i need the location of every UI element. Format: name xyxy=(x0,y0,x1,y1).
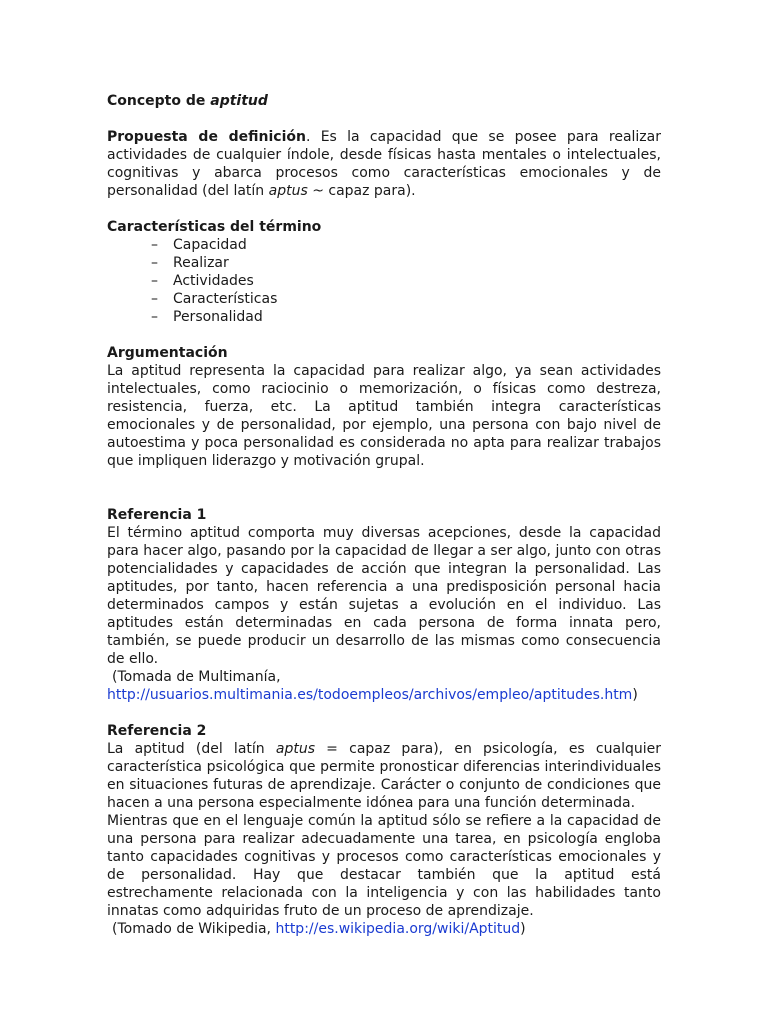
reference-2-heading: Referencia 2 xyxy=(107,723,207,739)
dash-bullet: – xyxy=(151,309,158,325)
list-item-text: Realizar xyxy=(173,255,229,271)
list-item xyxy=(151,272,661,290)
list-item-text: Características xyxy=(173,291,278,307)
list-item-text: Capacidad xyxy=(173,237,247,253)
reference-1-link[interactable]: http://usuarios.multimania.es/todoempleos/archivos/empleo/aptitudes.htm xyxy=(107,687,633,703)
dash-bullet: – xyxy=(151,255,158,271)
argument-heading: Argumentación xyxy=(107,345,228,361)
reference-1-heading: Referencia 1 xyxy=(107,507,207,523)
definition-label: Propuesta de definición xyxy=(107,129,306,145)
reference-2-source-prefix: (Tomado de Wikipedia, xyxy=(112,921,276,937)
dash-bullet: – xyxy=(151,291,158,307)
reference-1-source-line xyxy=(107,686,661,704)
argument-paragraph: La aptitud representa la capacidad para realizar algo, ya sean actividades intelectuales, como raciocinio o memorización, o físicas como destreza, resistencia, fuerza, etc. La aptitud también integra características emocionales y de personalidad, por ejemplo, una persona con bajo nivel de autoestima y poca personalidad es considerada no apta para realizar trabajos que impliquen liderazgo y motivación grupal. xyxy=(107,363,661,469)
reference-2-text-1b: = capaz para), en psicología, es cualquier característica psicológica que permite pronosticar diferencias interindividuales en situaciones futuras de aprendizaje. Carácter o conjunto de condiciones que hacen a una persona especialmente idónea para una función determinada. xyxy=(107,741,661,811)
dash-bullet: – xyxy=(151,273,158,289)
definition-latin-term: aptus xyxy=(268,183,308,199)
characteristics-list xyxy=(107,236,661,326)
list-item xyxy=(151,290,661,308)
definition-section xyxy=(107,128,661,200)
reference-2-source-suffix: ) xyxy=(520,921,526,937)
reference-2-link[interactable]: http://es.wikipedia.org/wiki/Aptitud xyxy=(275,921,521,937)
list-item xyxy=(151,254,661,272)
reference-1-paragraph: El término aptitud comporta muy diversas acepciones, desde la capacidad para hacer algo, pasando por la capacidad de llegar a ser algo, junto con otras potencialidades y capacidades de acción que integran la personalidad. Las aptitudes, por tanto, hacen referencia a una predisposición personal hacia determinados campos y están sujetas a evolución en el individuo. Las aptitudes están determinadas en cada persona de forma innata pero, también, se puede producir un desarrollo de las mismas como consecuencia de ello. xyxy=(107,525,661,667)
reference-2-paragraph-1 xyxy=(107,740,661,812)
list-item-text: Personalidad xyxy=(173,309,263,325)
reference-1-source-suffix: ) xyxy=(632,687,638,703)
characteristics-heading: Características del término xyxy=(107,219,322,235)
definition-text-1: . Es la capacidad que se posee para realizar actividades de cualquier índole, desde físicas hasta mentales o intelectuales, cognitivas y abarca procesos como características emocionales y de personalidad (del latín xyxy=(107,129,661,199)
title-prefix: Concepto de xyxy=(107,93,211,109)
document-title xyxy=(107,92,661,110)
reference-2-section xyxy=(107,722,661,938)
reference-1-section xyxy=(107,506,661,704)
characteristics-section xyxy=(107,218,661,326)
section-spacer xyxy=(107,470,661,506)
document-page xyxy=(107,92,661,938)
list-item xyxy=(151,236,661,254)
argument-section xyxy=(107,344,661,470)
reference-2-source-line xyxy=(107,920,661,938)
reference-2-latin-term: aptus xyxy=(275,741,315,757)
reference-1-source: (Tomada de Multimanía, xyxy=(112,669,281,685)
reference-2-text-1a: La aptitud (del latín xyxy=(107,741,276,757)
title-emphasis: aptitud xyxy=(210,93,268,109)
definition-text-2: ~ capaz para). xyxy=(307,183,416,199)
dash-bullet: – xyxy=(151,237,158,253)
list-item-text: Actividades xyxy=(173,273,254,289)
definition-paragraph xyxy=(107,128,661,200)
reference-2-paragraph-2: Mientras que en el lenguaje común la aptitud sólo se refiere a la capacidad de una persona para realizar adecuadamente una tarea, en psicología engloba tanto capacidades cognitivas y procesos como características emocionales y de personalidad. Hay que destacar también que la aptitud está estrechamente relacionada con la inteligencia y con las habilidades tanto innatas como adquiridas fruto de un proceso de aprendizaje. xyxy=(107,813,661,919)
list-item xyxy=(151,308,661,326)
